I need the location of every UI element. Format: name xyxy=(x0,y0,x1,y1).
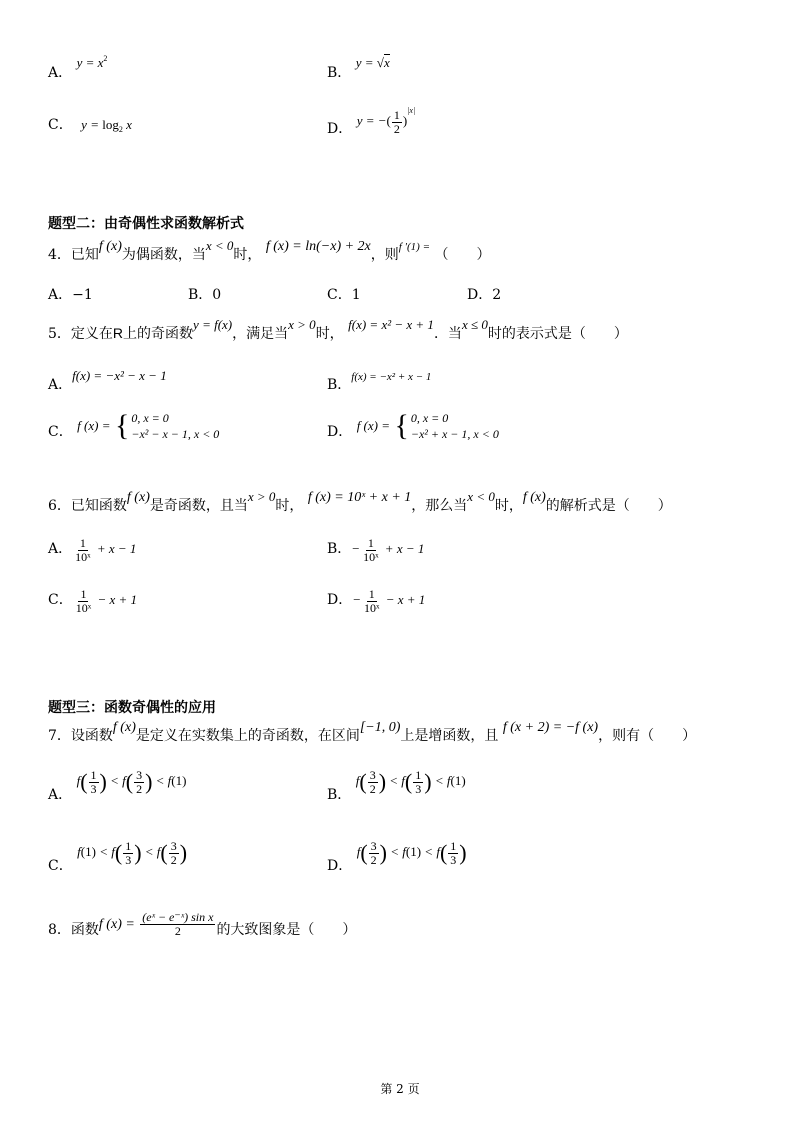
fraction-numerator: 1 xyxy=(80,587,87,601)
math-fx: f (x) xyxy=(98,239,122,254)
question-number: 4．已知 xyxy=(48,247,99,263)
math-ask: f ′(1) = xyxy=(398,241,430,253)
sign: − xyxy=(351,541,361,557)
q7-option-c xyxy=(48,839,188,875)
option-expression: $y = \log_2 x$ xyxy=(81,117,132,134)
expression-tail: + x − 1 xyxy=(384,541,425,557)
q6-option-d xyxy=(327,588,425,614)
fraction-numerator: 1 xyxy=(367,536,374,550)
math-fx: f (x) xyxy=(522,490,546,505)
question-4 xyxy=(48,235,491,263)
q3-option-a xyxy=(48,54,108,82)
section-heading: 题型三：函数奇偶性的应用 xyxy=(48,700,216,716)
option-value: −1 xyxy=(72,287,93,303)
fraction-denominator: 10ˣ xyxy=(363,549,379,564)
option-expression: f (x) = xyxy=(356,418,390,434)
math-equation: f (x) = ln(−x) + 2x xyxy=(265,239,371,254)
fraction-denominator: 2 xyxy=(174,923,181,938)
section-heading: 题型二：由奇偶性求函数解析式 xyxy=(48,216,244,232)
option-label: C． xyxy=(48,858,73,875)
question-text: ，则有（ ） xyxy=(598,728,697,744)
question-6 xyxy=(48,486,672,514)
option-value: 1 xyxy=(351,287,361,303)
q7-option-b xyxy=(327,768,466,804)
fraction-numerator: (eˣ − e⁻ˣ) sin x xyxy=(142,910,214,924)
question-text: 时， xyxy=(315,326,344,342)
option-label: A． xyxy=(48,787,73,804)
math-fx: y = f(x) xyxy=(193,317,233,332)
option-expression: f(x) = −x² − x − 1 xyxy=(72,368,167,383)
question-text: 时， xyxy=(494,498,523,514)
question-7 xyxy=(48,716,697,744)
q4-option-d xyxy=(467,284,501,304)
question-text: ，满足当 xyxy=(232,326,289,342)
option-label: B． xyxy=(327,377,352,393)
option-value: 0 xyxy=(212,287,222,303)
option-label: D． xyxy=(327,858,353,875)
option-expression: f(1) < f( $\frac{1}{3}$ ) < f( $\frac{3}{2}$ ) xyxy=(77,839,188,867)
option-expression xyxy=(72,536,137,564)
q6-option-c xyxy=(48,588,137,614)
option-label: C． xyxy=(48,117,73,133)
q5-option-a xyxy=(48,365,167,393)
question-5 xyxy=(48,314,628,342)
question-text: 时， xyxy=(275,498,304,514)
math-condition: x > 0 xyxy=(288,317,316,332)
expression-tail: + x − 1 xyxy=(96,541,137,557)
fraction-denominator: 10ˣ xyxy=(364,600,380,615)
option-expression: y = −( $\frac{1}{2}$ )$^{|x|}$ xyxy=(356,106,416,136)
question-text: ．当 xyxy=(433,326,462,342)
answer-bracket: （ ） xyxy=(434,247,491,263)
math-fx: f (x) xyxy=(126,490,150,505)
math-fx: f (x) xyxy=(112,720,136,735)
math-condition: x > 0 xyxy=(247,489,276,504)
question-number: 8．函数 xyxy=(48,922,99,939)
math-lhs: f (x) = xyxy=(98,917,135,933)
q3-option-c xyxy=(48,114,132,134)
question-number: 6．已知函数 xyxy=(48,498,127,514)
page-number: 第 2 页 xyxy=(380,1082,420,1096)
option-label: B． xyxy=(327,65,352,81)
piecewise-cases: { 0, x = 0 −x² − x − 1, x < 0 xyxy=(114,409,220,443)
question-text: 为偶函数，当 xyxy=(121,247,206,263)
option-label: A． xyxy=(48,377,73,393)
option-expression: f(x) = −x² + x − 1 xyxy=(351,371,432,383)
option-expression: f( $\frac{3}{2}$ ) < f(1) < f( $\frac{1}{3}$ ) xyxy=(356,839,467,867)
option-expression xyxy=(351,536,425,564)
option-expression xyxy=(73,587,138,615)
question-text: ，则 xyxy=(370,247,399,263)
question-text: 的大致图象是（ ） xyxy=(216,922,357,939)
q5-option-c xyxy=(48,410,219,442)
math-equation: f(x) = x² − x + 1 xyxy=(348,317,434,332)
question-text: 时， xyxy=(233,247,262,263)
q5-option-d xyxy=(327,410,499,442)
option-label: A． xyxy=(48,65,73,81)
question-text: 上的奇函数 xyxy=(123,326,194,342)
fraction-denominator: 10ˣ xyxy=(75,549,91,564)
math-equation: f (x + 2) = −f (x) xyxy=(502,720,599,735)
option-label: C． xyxy=(48,424,73,441)
option-label: A． xyxy=(48,287,73,303)
math-equation: f (x) = 10ˣ + x + 1 xyxy=(307,490,412,505)
math-set-r: R xyxy=(112,325,124,341)
math-condition: x ≤ 0 xyxy=(461,317,488,332)
fraction-denominator: 10ˣ xyxy=(75,600,92,615)
math-interval: [−1, 0) xyxy=(359,720,401,735)
math-condition: x < 0 xyxy=(205,238,234,253)
q4-option-b xyxy=(188,284,221,304)
option-expression: f (x) = xyxy=(77,418,111,434)
option-expression: $y = x^2$ xyxy=(76,54,108,70)
piecewise-cases: { 0, x = 0 −x² + x − 1, x < 0 xyxy=(394,409,499,443)
expression-tail: − x + 1 xyxy=(97,592,138,608)
math-condition: x < 0 xyxy=(467,489,495,504)
q6-option-a xyxy=(48,537,136,563)
question-text: 时的表示式是（ ） xyxy=(487,326,628,342)
question-text: 是定义在实数集上的奇函数，在区间 xyxy=(135,728,360,744)
case-line: −x² − x − 1, x < 0 xyxy=(131,427,220,442)
question-text: 是奇函数，且当 xyxy=(149,498,248,514)
q6-option-b xyxy=(327,537,424,563)
q5-option-b xyxy=(327,365,432,393)
option-label: D． xyxy=(327,424,353,441)
option-label: C． xyxy=(48,592,73,609)
option-expression: f( $\frac{1}{3}$ ) < f( $\frac{3}{2}$ ) < f(1) xyxy=(76,768,187,796)
option-value: 2 xyxy=(492,287,502,303)
case-line: −x² + x − 1, x < 0 xyxy=(410,427,499,442)
expression-tail: − x + 1 xyxy=(385,592,426,608)
q4-option-a xyxy=(48,284,93,304)
q3-option-d xyxy=(327,106,415,135)
option-label: B． xyxy=(327,787,352,804)
option-expression: y = √x xyxy=(355,55,390,70)
fraction-numerator: 1 xyxy=(368,587,375,601)
option-label: B． xyxy=(327,541,352,558)
case-line: 0, x = 0 xyxy=(410,411,449,425)
sign: − xyxy=(352,592,362,608)
option-expression xyxy=(352,587,426,615)
option-label: B． xyxy=(188,287,213,303)
q4-option-c xyxy=(327,284,361,304)
question-text: 上是增函数，且 xyxy=(400,728,499,744)
option-expression: f( $\frac{3}{2}$ ) < f( $\frac{1}{3}$ ) < f(1) xyxy=(355,768,466,796)
q7-option-d xyxy=(327,839,467,875)
q7-option-a xyxy=(48,768,187,804)
fraction-numerator: 1 xyxy=(79,536,86,550)
option-label: D． xyxy=(467,287,493,303)
question-text: ，那么当 xyxy=(411,498,468,514)
case-line: 0, x = 0 xyxy=(131,411,169,425)
question-text: 的解析式是（ ） xyxy=(545,498,672,514)
math-fraction xyxy=(140,911,215,937)
q3-option-b xyxy=(327,55,390,82)
question-8 xyxy=(48,911,356,937)
option-label: D． xyxy=(327,121,353,137)
question-number: 5．定义在 xyxy=(48,326,113,342)
question-number: 7．设函数 xyxy=(48,728,113,744)
option-label: C． xyxy=(327,287,352,303)
option-label: A． xyxy=(48,541,73,558)
option-label: D． xyxy=(327,592,353,609)
